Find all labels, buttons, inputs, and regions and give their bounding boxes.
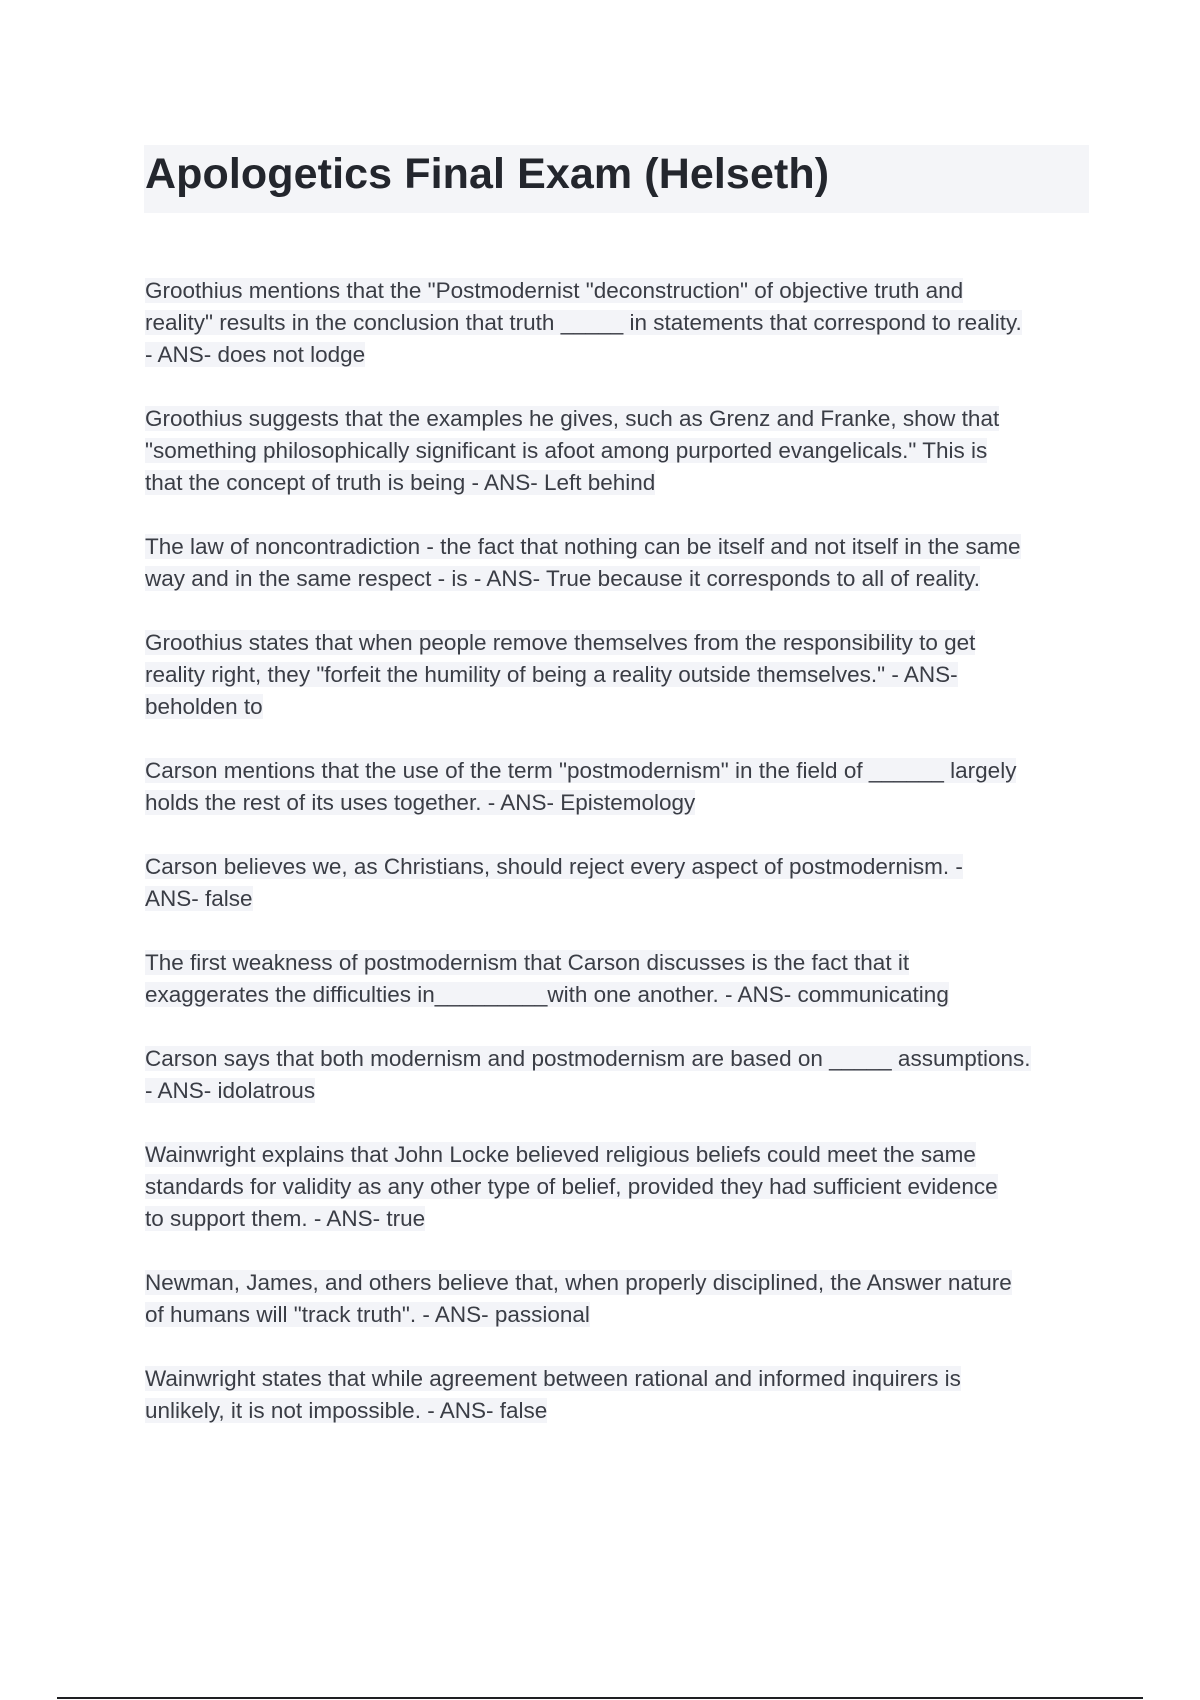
qa-text-line: The law of noncontradiction - the fact that nothing can be itself and not itself in the same — [145, 534, 1021, 559]
qa-text-line: - ANS- does not lodge — [145, 342, 366, 367]
qa-text-line: Groothius suggests that the examples he gives, such as Grenz and Franke, show that — [145, 406, 1000, 431]
qa-item — [145, 403, 1095, 499]
qa-text-line: way and in the same respect - is - ANS- True because it corresponds to all of reality. — [145, 566, 980, 591]
qa-item — [145, 755, 1095, 819]
qa-item — [145, 1363, 1095, 1427]
question-answer-list — [145, 275, 1095, 1459]
qa-text-line: reality" results in the conclusion that truth _____ in statements that correspond to reality. — [145, 310, 1022, 335]
qa-text-line: Groothius states that when people remove themselves from the responsibility to get — [145, 630, 976, 655]
qa-text-line: of humans will "track truth". - ANS- passional — [145, 1302, 590, 1327]
qa-text-line: exaggerates the difficulties in_________with one another. - ANS- communicating — [145, 982, 949, 1007]
qa-item — [145, 1043, 1095, 1107]
qa-text-line: - ANS- idolatrous — [145, 1078, 316, 1103]
qa-text-line: to support them. - ANS- true — [145, 1206, 426, 1231]
qa-text-line: "something philosophically significant is afoot among purported evangelicals." This is — [145, 438, 988, 463]
qa-text-line: beholden to — [145, 694, 263, 719]
qa-text-line: holds the rest of its uses together. - ANS- Epistemology — [145, 790, 696, 815]
qa-text-line: Carson mentions that the use of the term "postmodernism" in the field of ______ largely — [145, 758, 1017, 783]
qa-text-line: Carson says that both modernism and postmodernism are based on _____ assumptions. — [145, 1046, 1031, 1071]
qa-item — [145, 275, 1095, 371]
qa-text-line: Wainwright states that while agreement between rational and informed inquirers is — [145, 1366, 961, 1391]
qa-text-line: The first weakness of postmodernism that Carson discusses is the fact that it — [145, 950, 910, 975]
qa-text-line: Newman, James, and others believe that, when properly disciplined, the Answer nature — [145, 1270, 1012, 1295]
qa-item — [145, 627, 1095, 723]
qa-text-line: standards for validity as any other type of belief, provided they had sufficient evidence — [145, 1174, 998, 1199]
qa-item — [145, 851, 1095, 915]
qa-text-line: that the concept of truth is being - ANS- Left behind — [145, 470, 656, 495]
qa-item — [145, 1267, 1095, 1331]
qa-item — [145, 947, 1095, 1011]
page-bottom-rule — [57, 1697, 1143, 1699]
qa-text-line: reality right, they "forfeit the humility of being a reality outside themselves." - ANS- — [145, 662, 958, 687]
qa-text-line: Carson believes we, as Christians, should reject every aspect of postmodernism. - — [145, 854, 963, 879]
qa-item — [145, 531, 1095, 595]
qa-text-line: Wainwright explains that John Locke believed religious beliefs could meet the same — [145, 1142, 976, 1167]
qa-text-line: Groothius mentions that the "Postmodernist "deconstruction" of objective truth and — [145, 278, 964, 303]
document-title: Apologetics Final Exam (Helseth) — [145, 150, 830, 198]
qa-text-line: unlikely, it is not impossible. - ANS- false — [145, 1398, 548, 1423]
qa-item — [145, 1139, 1095, 1235]
qa-text-line: ANS- false — [145, 886, 253, 911]
